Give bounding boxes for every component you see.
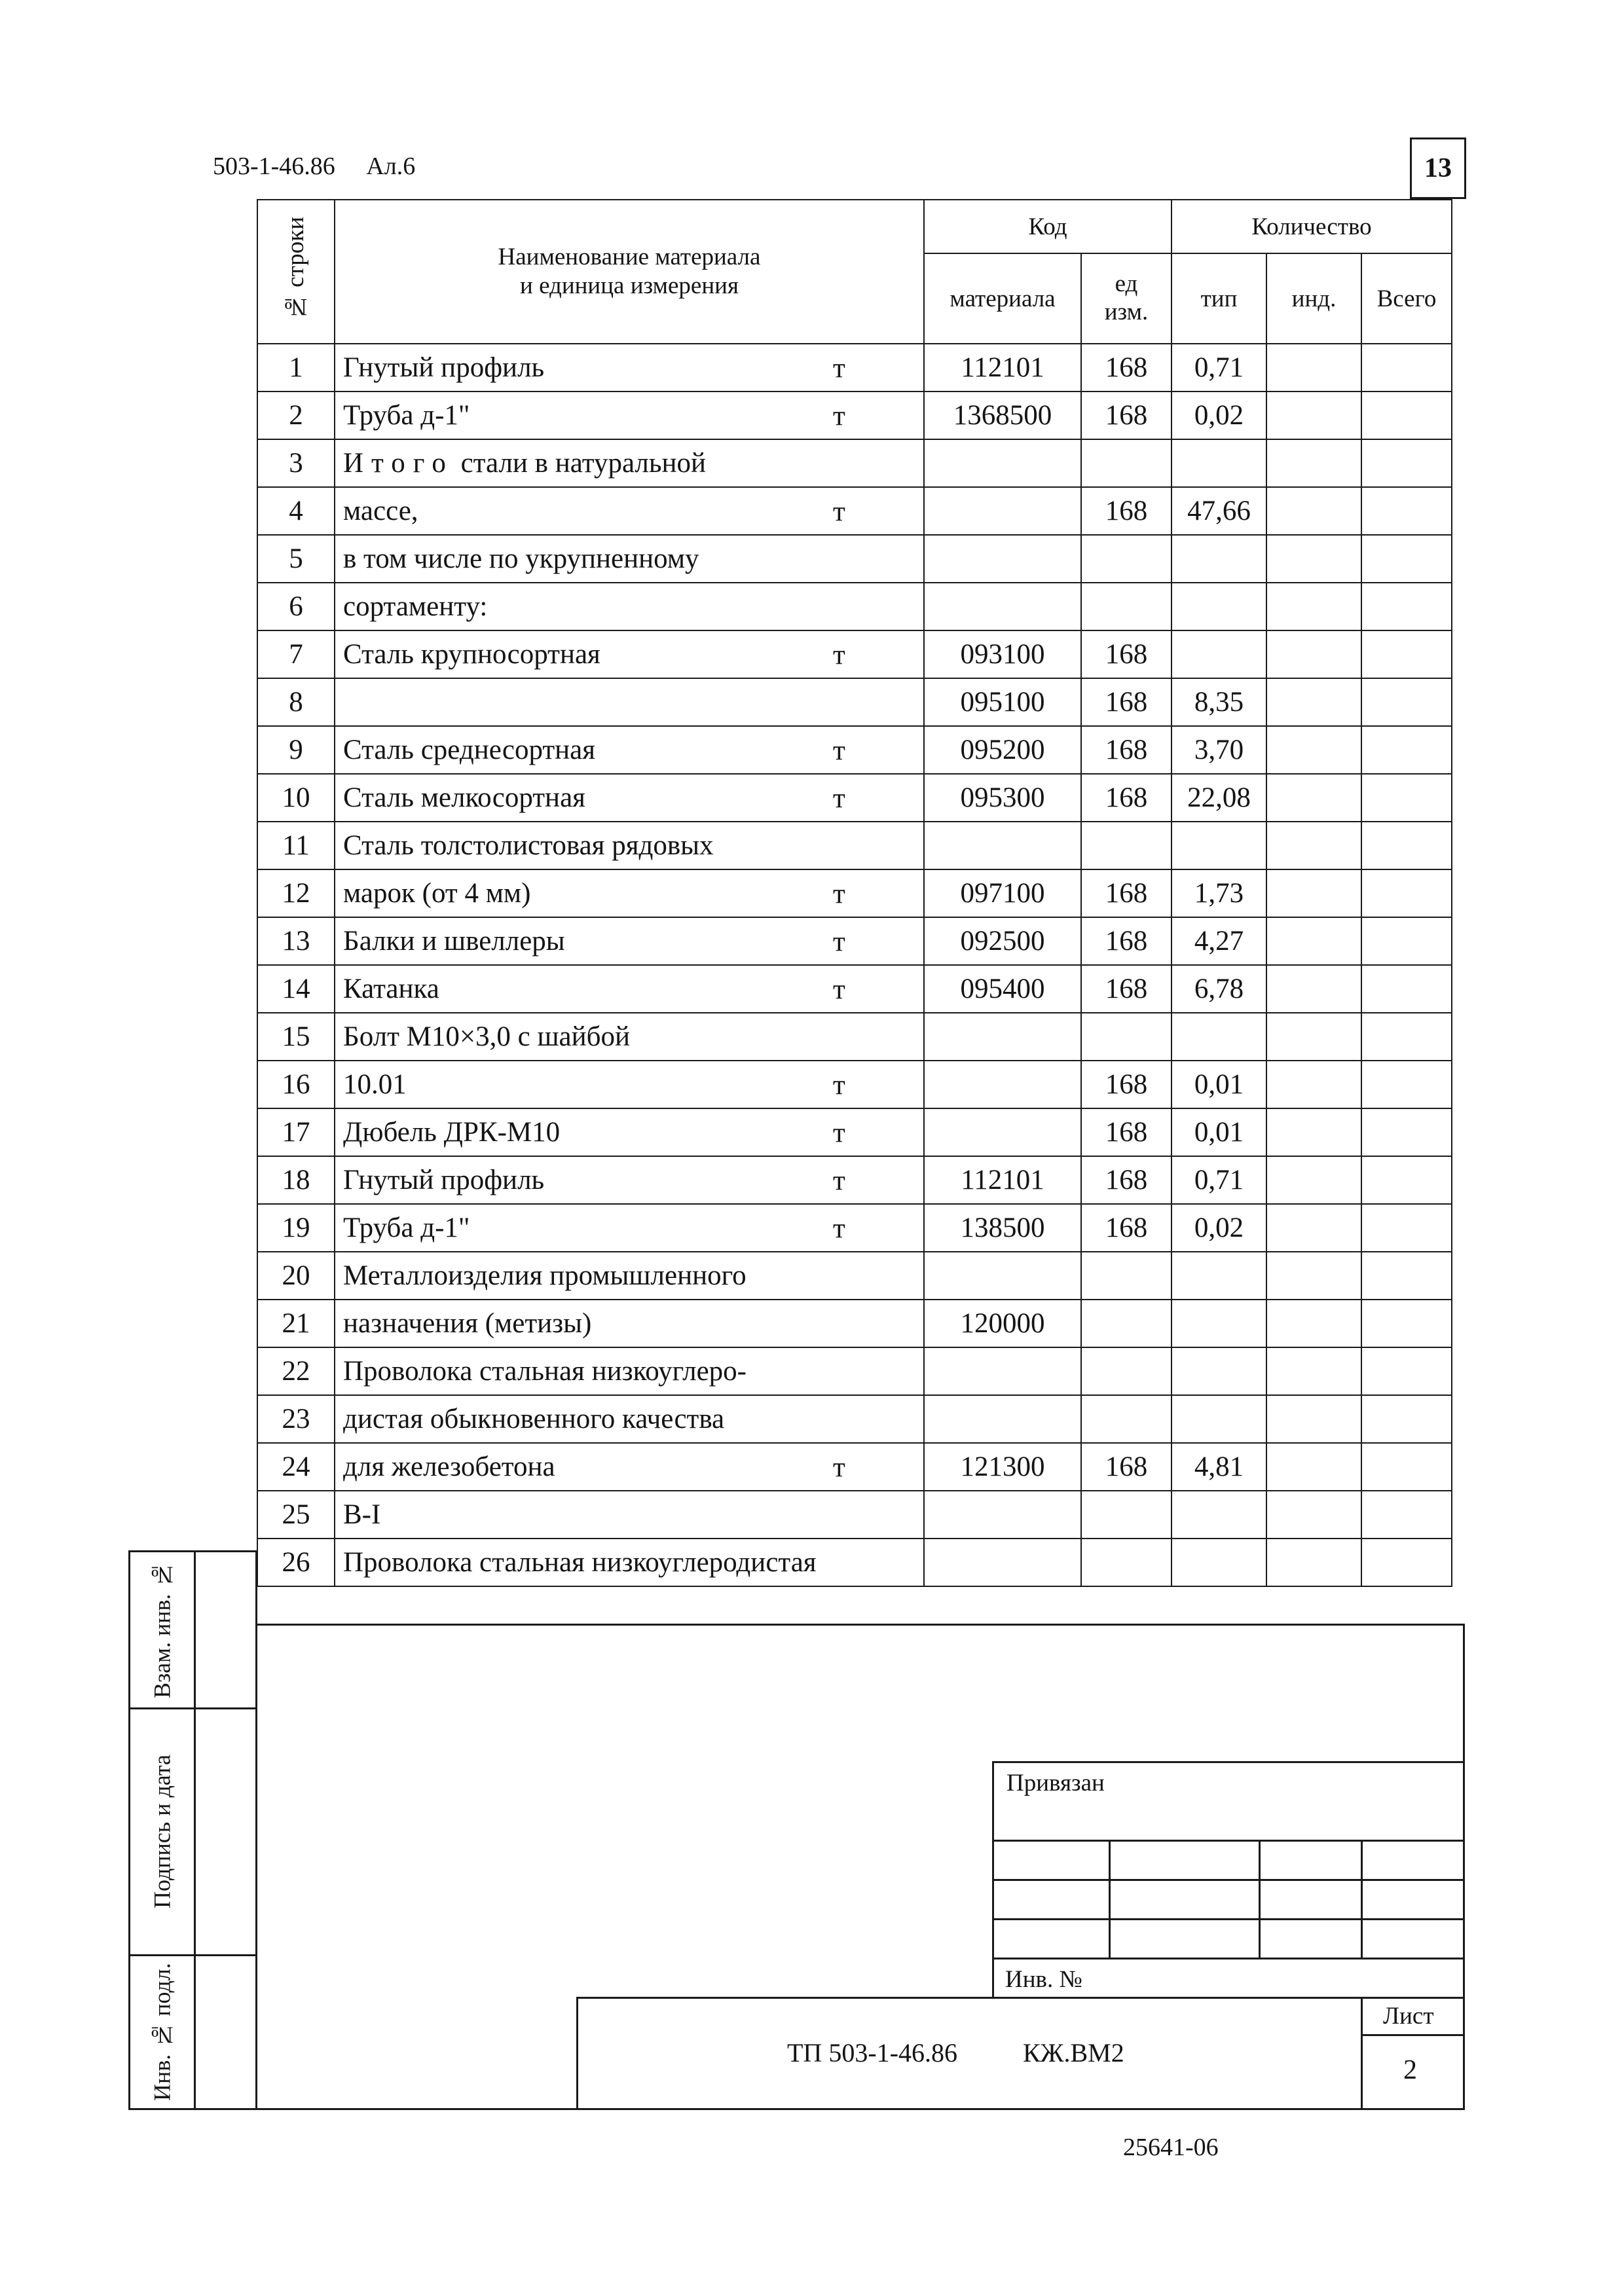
quantity-typ: 1,73 [1172, 869, 1266, 917]
material-name-text: Сталь толстолистовая рядовых [343, 830, 714, 861]
material-name-text: для железобетона [343, 1451, 555, 1482]
quantity-typ [1172, 535, 1266, 583]
quantity-typ: 8,35 [1172, 678, 1266, 726]
material-name-text: Проволока стальная низкоуглеродистая [343, 1547, 817, 1578]
row-number: 16 [257, 1061, 335, 1108]
quantity-ind [1266, 678, 1361, 726]
material-name [335, 965, 924, 1013]
quantity-typ: 0,02 [1172, 1204, 1266, 1252]
material-name [335, 439, 924, 487]
unit-code: 168 [1081, 965, 1172, 1013]
table-row [257, 487, 1452, 535]
quantity-total [1361, 1443, 1452, 1491]
quantity-total [1361, 1347, 1452, 1395]
material-name-text: дистая обыкновенного качества [343, 1404, 725, 1434]
quantity-total [1361, 1252, 1452, 1300]
material-code: 095100 [924, 678, 1081, 726]
table-row [257, 1491, 1452, 1539]
inv-podl-label: Инв. № подл. [149, 1963, 175, 2102]
quantity-ind [1266, 822, 1361, 869]
quantity-total [1361, 535, 1452, 583]
material-name-text: Сталь крупносортная [343, 639, 600, 670]
unit-code: 168 [1081, 678, 1172, 726]
quantity-ind [1266, 1443, 1361, 1491]
material-code: 095300 [924, 774, 1081, 822]
unit-code: 168 [1081, 1204, 1172, 1252]
quantity-total [1361, 965, 1452, 1013]
table-row [257, 678, 1452, 726]
row-number: 24 [257, 1443, 335, 1491]
unit-of-measure: т [833, 1165, 845, 1196]
quantity-typ: 47,66 [1172, 487, 1266, 535]
material-code [924, 1108, 1081, 1156]
unit-code: 168 [1081, 487, 1172, 535]
quantity-typ [1172, 1347, 1266, 1395]
inv-no-label: Инв. № [1005, 1966, 1082, 1993]
table-row [257, 1443, 1452, 1491]
material-code: 095400 [924, 965, 1081, 1013]
material-code: 093100 [924, 630, 1081, 678]
quantity-typ [1172, 1013, 1266, 1061]
quantity-ind [1266, 774, 1361, 822]
row-number: 17 [257, 1108, 335, 1156]
table-row [257, 1156, 1452, 1204]
table-body [257, 344, 1452, 1586]
material-name [335, 535, 924, 583]
quantity-ind [1266, 1061, 1361, 1108]
material-name-text: марок (от 4 мм) [343, 878, 531, 909]
material-name-text: Сталь мелкосортная [343, 782, 585, 813]
table-row [257, 439, 1452, 487]
privyazan-box-top [992, 1761, 1465, 1763]
quantity-typ [1172, 822, 1266, 869]
header-material-name [335, 200, 924, 344]
row-number: 7 [257, 630, 335, 678]
material-name-text: Гнутый профиль [343, 1165, 545, 1195]
material-name [335, 630, 924, 678]
row-number: 3 [257, 439, 335, 487]
quantity-ind [1266, 1252, 1361, 1300]
unit-code [1081, 1395, 1172, 1443]
row-number: 6 [257, 583, 335, 630]
material-code: 097100 [924, 869, 1081, 917]
quantity-total [1361, 1300, 1452, 1347]
unit-code: 168 [1081, 917, 1172, 965]
quantity-ind [1266, 344, 1361, 392]
document-reference: 503-1-46.86 Ал.6 [213, 153, 416, 180]
unit-of-measure: т [833, 496, 845, 527]
header-code-group: Код [924, 200, 1172, 253]
frame-bottom [128, 2108, 1465, 2110]
unit-code: 168 [1081, 869, 1172, 917]
row-number: 20 [257, 1252, 335, 1300]
quantity-ind [1266, 1204, 1361, 1252]
header-qty-ind: инд. [1266, 253, 1361, 344]
unit-code: 168 [1081, 344, 1172, 392]
material-name [335, 1252, 924, 1300]
material-name [335, 392, 924, 439]
row-number: 25 [257, 1491, 335, 1539]
material-name [335, 487, 924, 535]
quantity-ind [1266, 917, 1361, 965]
table-row [257, 392, 1452, 439]
unit-of-measure: т [833, 1452, 845, 1483]
material-code [924, 1395, 1081, 1443]
material-name [335, 678, 924, 726]
quantity-typ [1172, 1539, 1266, 1586]
material-name [335, 1013, 924, 1061]
row-number: 5 [257, 535, 335, 583]
doc-box-top [576, 1997, 1465, 1999]
unit-of-measure: т [833, 879, 845, 909]
quantity-total [1361, 392, 1452, 439]
material-name-text: Труба д-1" [343, 1212, 470, 1243]
quantity-total [1361, 726, 1452, 774]
quantity-ind [1266, 965, 1361, 1013]
unit-code [1081, 1539, 1172, 1586]
quantity-ind [1266, 487, 1361, 535]
material-name-text: Болт М10×3,0 с шайбой [343, 1021, 631, 1052]
quantity-typ: 0,71 [1172, 344, 1266, 392]
row-number: 26 [257, 1539, 335, 1586]
table-row [257, 917, 1452, 965]
quantity-ind [1266, 1395, 1361, 1443]
material-name [335, 1300, 924, 1347]
quantity-typ: 3,70 [1172, 726, 1266, 774]
tb-h4 [992, 1958, 1465, 1959]
frame-right [1463, 1624, 1465, 2110]
material-name [335, 1108, 924, 1156]
quantity-total [1361, 869, 1452, 917]
row-number: 21 [257, 1300, 335, 1347]
quantity-typ: 0,71 [1172, 1156, 1266, 1204]
unit-code [1081, 1300, 1172, 1347]
quantity-ind [1266, 726, 1361, 774]
unit-code [1081, 1491, 1172, 1539]
header-qty-total: Всего [1361, 253, 1452, 344]
material-name-text: массе, [343, 496, 418, 526]
row-number: 13 [257, 917, 335, 965]
tb-v1 [1109, 1840, 1111, 1958]
row-number: 18 [257, 1156, 335, 1204]
unit-code: 168 [1081, 726, 1172, 774]
material-name [335, 726, 924, 774]
table-row [257, 1395, 1452, 1443]
table-row [257, 1300, 1452, 1347]
quantity-total [1361, 583, 1452, 630]
header-code-unit-line1: ед [1115, 270, 1138, 298]
archive-number: 25641-06 [1123, 2134, 1219, 2161]
row-number: 14 [257, 965, 335, 1013]
list-value: 2 [1403, 2055, 1417, 2085]
quantity-total [1361, 1013, 1452, 1061]
header-code-unit-line2: изм. [1104, 299, 1149, 325]
quantity-total [1361, 630, 1452, 678]
material-code [924, 1013, 1081, 1061]
row-number: 9 [257, 726, 335, 774]
material-name [335, 1395, 924, 1443]
table-row [257, 1347, 1452, 1395]
table-row [257, 1108, 1452, 1156]
quantity-typ: 22,08 [1172, 774, 1266, 822]
material-name-text: в том числе по укрупненному [343, 543, 699, 574]
material-code: 121300 [924, 1443, 1081, 1491]
material-name [335, 1204, 924, 1252]
quantity-total [1361, 678, 1452, 726]
material-code: 092500 [924, 917, 1081, 965]
material-code [924, 1252, 1081, 1300]
table-row [257, 822, 1452, 869]
material-name [335, 917, 924, 965]
quantity-total [1361, 439, 1452, 487]
quantity-ind [1266, 392, 1361, 439]
table-row [257, 774, 1452, 822]
material-name [335, 869, 924, 917]
material-name-text: Гнутый профиль [343, 352, 545, 383]
zam-inv-label: Взам. инв. № [149, 1561, 175, 1698]
quantity-typ: 0,01 [1172, 1061, 1266, 1108]
row-number: 4 [257, 487, 335, 535]
header-name-line1: Наименование материала [498, 243, 761, 270]
material-code: 112101 [924, 344, 1081, 392]
row-number: 22 [257, 1347, 335, 1395]
material-name [335, 1539, 924, 1586]
material-code [924, 535, 1081, 583]
quantity-typ: 4,27 [1172, 917, 1266, 965]
side-stamp-mid [194, 1550, 196, 2110]
quantity-total [1361, 1156, 1452, 1204]
material-code: 112101 [924, 1156, 1081, 1204]
quantity-ind [1266, 439, 1361, 487]
quantity-ind [1266, 869, 1361, 917]
material-name-text: 10.01 [343, 1069, 407, 1100]
quantity-typ [1172, 583, 1266, 630]
material-name-text: В-I [343, 1499, 381, 1530]
material-name [335, 344, 924, 392]
material-code [924, 487, 1081, 535]
unit-of-measure: т [833, 640, 845, 670]
unit-code [1081, 535, 1172, 583]
material-name-text: Проволока стальная низкоуглеро- [343, 1356, 747, 1387]
unit-of-measure: т [833, 783, 845, 814]
unit-of-measure: т [833, 735, 845, 766]
material-name [335, 1061, 924, 1108]
tb-h3 [992, 1918, 1465, 1920]
list-box-left [1361, 1997, 1363, 2110]
table-row [257, 630, 1452, 678]
unit-of-measure: т [833, 1118, 845, 1148]
quantity-typ [1172, 630, 1266, 678]
material-code [924, 1539, 1081, 1586]
header-code-material: материала [924, 253, 1081, 344]
quantity-total [1361, 774, 1452, 822]
material-code [924, 1491, 1081, 1539]
side-stamp-right [255, 1550, 257, 2110]
table-row [257, 1539, 1452, 1586]
material-name-text: назначения (метизы) [343, 1308, 592, 1339]
quantity-ind [1266, 1108, 1361, 1156]
material-name-text: Металлоизделия промышленного [343, 1260, 747, 1291]
unit-of-measure: т [833, 926, 845, 957]
header-qty-typ: тип [1172, 253, 1266, 344]
quantity-ind [1266, 1300, 1361, 1347]
materials-table [257, 199, 1452, 1587]
material-code [924, 439, 1081, 487]
table-row [257, 344, 1452, 392]
row-number: 12 [257, 869, 335, 917]
material-name [335, 1491, 924, 1539]
unit-of-measure: т [833, 353, 845, 384]
unit-of-measure: т [833, 401, 845, 431]
quantity-total [1361, 1395, 1452, 1443]
material-code [924, 1061, 1081, 1108]
material-name [335, 1443, 924, 1491]
quantity-typ [1172, 1395, 1266, 1443]
unit-code [1081, 1013, 1172, 1061]
privyazan-label: Привязан [1006, 1770, 1105, 1796]
quantity-ind [1266, 1013, 1361, 1061]
unit-code [1081, 1252, 1172, 1300]
tb-h2 [992, 1879, 1465, 1881]
table-row [257, 1013, 1452, 1061]
row-number: 2 [257, 392, 335, 439]
tb-h1 [992, 1840, 1465, 1842]
row-number: 1 [257, 344, 335, 392]
material-code [924, 822, 1081, 869]
unit-code: 168 [1081, 774, 1172, 822]
unit-of-measure: т [833, 974, 845, 1005]
tb-v2 [1259, 1840, 1261, 1958]
row-number: 15 [257, 1013, 335, 1061]
material-name-text: Труба д-1" [343, 400, 470, 431]
quantity-total [1361, 1061, 1452, 1108]
header-row-number-label: № строки [282, 216, 309, 321]
header-quantity-group: Количество [1172, 200, 1452, 253]
unit-code [1081, 583, 1172, 630]
quantity-ind [1266, 535, 1361, 583]
row-number: 11 [257, 822, 335, 869]
header-code-unit [1081, 253, 1172, 344]
unit-code: 168 [1081, 1061, 1172, 1108]
quantity-typ [1172, 1252, 1266, 1300]
page-number-box: 13 [1410, 137, 1466, 199]
material-name-text: Сталь среднесортная [343, 735, 596, 765]
material-code [924, 583, 1081, 630]
material-name-text: Балки и швеллеры [343, 926, 565, 957]
row-number: 10 [257, 774, 335, 822]
unit-code: 168 [1081, 1443, 1172, 1491]
unit-code [1081, 822, 1172, 869]
quantity-typ: 4,81 [1172, 1443, 1266, 1491]
unit-of-measure: т [833, 1070, 845, 1101]
quantity-typ: 6,78 [1172, 965, 1266, 1013]
quantity-total [1361, 1491, 1452, 1539]
unit-code [1081, 1347, 1172, 1395]
material-code [924, 1347, 1081, 1395]
quantity-total [1361, 1108, 1452, 1156]
quantity-typ [1172, 1491, 1266, 1539]
podpis-data-label: Подпись и дата [149, 1755, 175, 1909]
unit-code: 168 [1081, 630, 1172, 678]
quantity-ind [1266, 583, 1361, 630]
material-name [335, 1347, 924, 1395]
material-name-text: сортаменту: [343, 591, 488, 622]
list-box-mid [1361, 2034, 1465, 2036]
unit-code: 168 [1081, 392, 1172, 439]
unit-code [1081, 439, 1172, 487]
material-name [335, 774, 924, 822]
list-label: Лист [1383, 2003, 1434, 2030]
material-name [335, 822, 924, 869]
unit-code: 168 [1081, 1156, 1172, 1204]
row-number: 23 [257, 1395, 335, 1443]
quantity-typ [1172, 439, 1266, 487]
material-name [335, 1156, 924, 1204]
doc-code: ТП 503-1-46.86 КЖ.ВМ2 [787, 2038, 1124, 2068]
table-row [257, 965, 1452, 1013]
row-number: 19 [257, 1204, 335, 1252]
quantity-total [1361, 917, 1452, 965]
table-bottom-rule [257, 1624, 1465, 1626]
material-name-text: Итого [343, 448, 454, 479]
header-name-line2: и единица измерения [520, 272, 739, 299]
quantity-ind [1266, 1347, 1361, 1395]
material-name-text: Дюбель ДРК-М10 [343, 1117, 561, 1148]
quantity-ind [1266, 1539, 1361, 1586]
material-code: 120000 [924, 1300, 1081, 1347]
row-number: 8 [257, 678, 335, 726]
quantity-total [1361, 344, 1452, 392]
material-code: 138500 [924, 1204, 1081, 1252]
table-row [257, 1061, 1452, 1108]
quantity-total [1361, 822, 1452, 869]
quantity-ind [1266, 1491, 1361, 1539]
quantity-total [1361, 1539, 1452, 1586]
table-row [257, 1252, 1452, 1300]
material-name-rest: стали в натуральной [453, 448, 706, 479]
material-name-text: Катанка [343, 974, 439, 1004]
quantity-typ: 0,02 [1172, 392, 1266, 439]
header-row-number [257, 200, 335, 344]
quantity-typ: 0,01 [1172, 1108, 1266, 1156]
unit-of-measure: т [833, 1213, 845, 1244]
material-name [335, 583, 924, 630]
quantity-ind [1266, 630, 1361, 678]
quantity-typ [1172, 1300, 1266, 1347]
table-row [257, 535, 1452, 583]
table-row [257, 726, 1452, 774]
material-code: 095200 [924, 726, 1081, 774]
material-code: 1368500 [924, 392, 1081, 439]
doc-box-left [576, 1997, 578, 2110]
table-row [257, 1204, 1452, 1252]
quantity-ind [1266, 1156, 1361, 1204]
quantity-total [1361, 1204, 1452, 1252]
unit-code: 168 [1081, 1108, 1172, 1156]
quantity-total [1361, 487, 1452, 535]
table-row [257, 583, 1452, 630]
tb-v3 [1361, 1840, 1363, 1958]
table-row [257, 869, 1452, 917]
